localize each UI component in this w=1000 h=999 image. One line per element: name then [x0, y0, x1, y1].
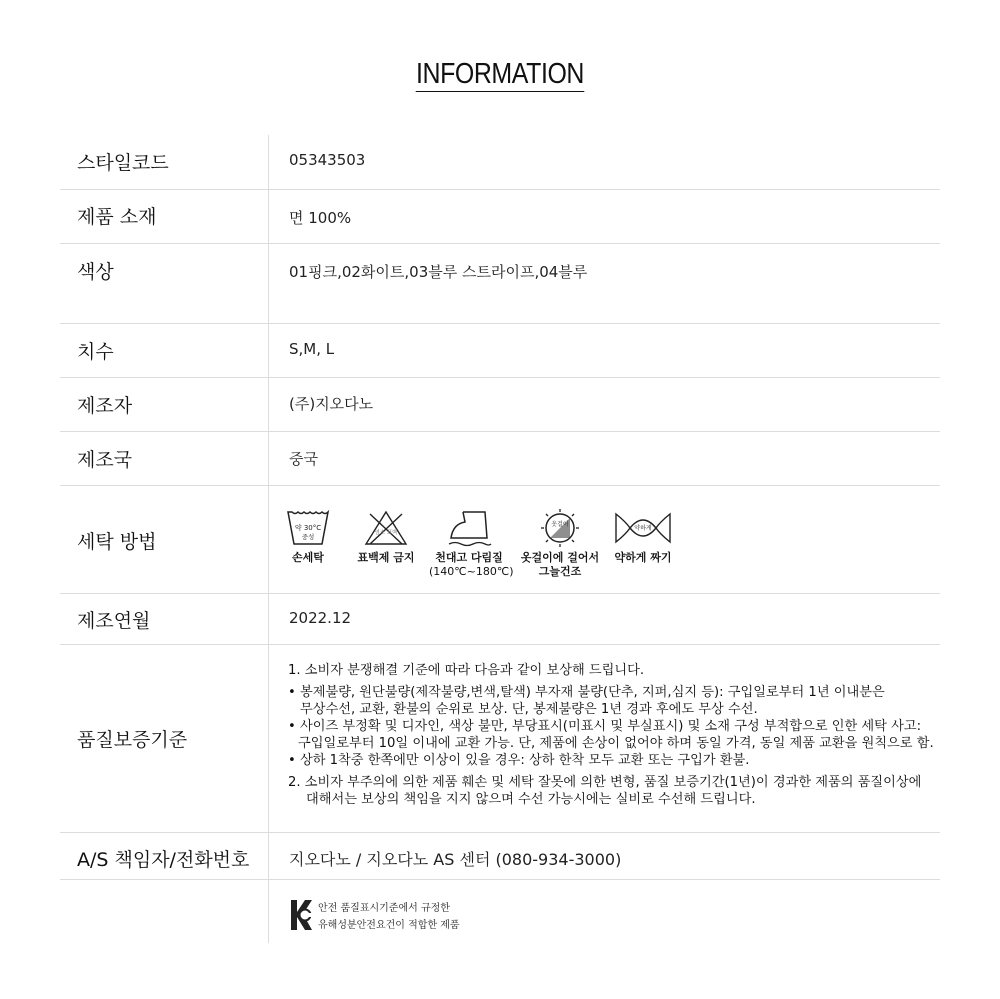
value-color: 01핑크,02화이트,03블루 스트라이프,04블루: [289, 263, 588, 281]
no-bleach-caption: 표백제 금지: [357, 551, 415, 564]
label-country: 제조국: [77, 449, 133, 471]
value-maker: (주)지오다노: [289, 395, 374, 413]
hang-dry-inner: 옷걸이: [551, 521, 569, 528]
row-kc: [60, 880, 940, 950]
hang-dry-caption-1: 옷걸이에 걸어서: [520, 551, 600, 564]
row-country: [60, 432, 940, 486]
kc-line-1: 안전 품질표시기준에서 규정한: [318, 903, 450, 914]
page-title: INFORMATION: [416, 58, 584, 90]
quality-text: [288, 662, 934, 808]
quality-line-2: • 봉제불량, 원단불량(제작불량,변색,탈색) 부자재 불량(단추, 지퍼,심지 등): 구입일로부터 1년 이내분은: [288, 685, 885, 700]
label-maker: 제조자: [77, 395, 133, 417]
value-as: 지오다노 / 지오다노 AS 센터 (080-934-3000): [289, 850, 622, 869]
label-date: 제조연월: [77, 610, 151, 632]
care-hang-dry: [520, 508, 600, 579]
hand-wash-detergent: 중성: [301, 533, 315, 541]
label-material: 제품 소재: [77, 206, 157, 228]
no-bleach-inner: 염소 표백: [374, 530, 398, 536]
hand-wash-caption: 손세탁: [292, 551, 324, 564]
kc-line-2: 유해성분안전요건이 적합한 제품: [318, 920, 460, 931]
hand-wash-temp: 약 30°C: [294, 524, 322, 532]
no-bleach-icon: [362, 508, 410, 548]
row-quality: [60, 645, 940, 833]
quality-line-5: 구입일로부터 10일 이내에 교환 가능. 단, 제품에 손상이 없어야 하며 동일 가격, 동일 제품 교환을 원칙으로 함.: [298, 736, 934, 751]
label-wash: 세탁 방법: [77, 531, 157, 553]
quality-line-3: 무상수선, 교환, 환불의 순위로 보상. 단, 봉제불량은 1년 경과 후에도 무상 수선.: [300, 702, 758, 717]
label-style-code: 스타일코드: [77, 152, 169, 174]
value-date: 2022.12: [289, 609, 352, 627]
row-wash: [60, 486, 940, 594]
row-style-code: [60, 135, 940, 190]
row-date: [60, 594, 940, 645]
kc-text: [318, 900, 460, 934]
label-as: A/S 책임자/전화번호: [77, 849, 250, 871]
gentle-wring-inner: 약하게: [634, 525, 652, 532]
kc-mark-icon: [289, 898, 313, 932]
info-table: [60, 135, 940, 950]
iron-icon: [445, 508, 493, 548]
care-no-bleach: [356, 508, 416, 565]
hang-dry-caption-2: 그늘건조: [538, 565, 582, 578]
gentle-wring-icon: [612, 508, 674, 548]
hang-dry-shade-icon: [536, 508, 584, 548]
label-quality: 품질보증기준: [77, 729, 188, 751]
value-style-code: 05343503: [289, 151, 366, 169]
quality-line-4: • 사이즈 부정확 및 디자인, 색상 불만, 부당표시(미표시 및 부실표시) 및 소재 구성 부적합으로 인한 세탁 사고:: [288, 719, 922, 734]
quality-line-1: 1. 소비자 분쟁해결 기준에 따라 다음과 같이 보상해 드립니다.: [288, 663, 645, 678]
care-symbols: [284, 508, 704, 588]
row-material: [60, 190, 940, 244]
hand-wash-icon: [286, 508, 330, 548]
value-country: 중국: [289, 450, 318, 468]
label-color: 색상: [77, 261, 114, 283]
care-gentle-wring: [608, 508, 678, 565]
value-material: 면 100%: [289, 209, 352, 227]
row-maker: [60, 378, 940, 432]
quality-line-6: • 상하 1착중 한쪽에만 이상이 있을 경우: 상하 한착 모두 교환 또는 구입가 환불.: [288, 753, 750, 768]
quality-line-8: 대해서는 보상의 책임을 지지 않으며 수선 가능시에는 실비로 수선해 드립니다.: [306, 792, 756, 807]
row-size: [60, 324, 940, 378]
care-hand-wash: [284, 508, 332, 565]
value-size: S,M, L: [289, 340, 335, 358]
label-size: 치수: [77, 341, 114, 363]
iron-caption-1: 천대고 다림질: [435, 551, 503, 564]
iron-caption-2: (140℃~180℃): [429, 565, 514, 578]
quality-line-7: 2. 소비자 부주의에 의한 제품 훼손 및 세탁 잘못에 의한 변형, 품질 보증기간(1년)이 경과한 제품의 품질이상에: [288, 775, 922, 790]
care-iron: [429, 508, 514, 579]
row-as: [60, 833, 940, 880]
row-color: [60, 244, 940, 324]
column-divider: [268, 135, 269, 943]
gentle-wring-caption: 약하게 짜기: [614, 551, 672, 564]
